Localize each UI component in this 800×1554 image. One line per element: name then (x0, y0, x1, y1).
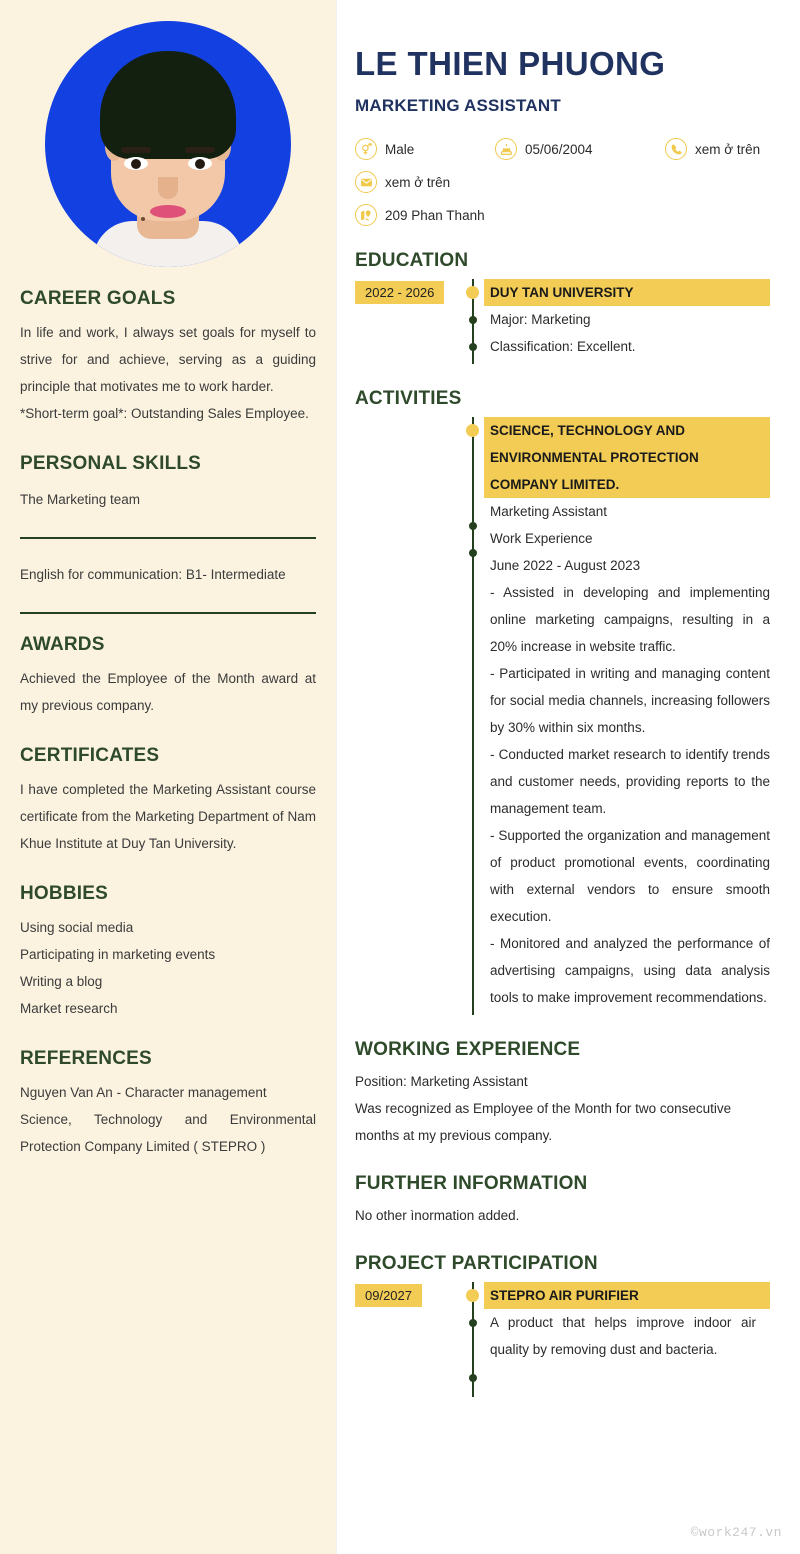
skills-divider-2 (20, 612, 316, 614)
hobbies-heading: HOBBIES (20, 883, 108, 904)
education-date-col (355, 279, 462, 364)
activities-company: SCIENCE, TECHNOLOGY AND ENVIRONMENTAL PROTECTION COMPANY LIMITED. (484, 417, 770, 498)
birthday-icon (495, 138, 517, 160)
awards-paragraph: Achieved the Employee of the Month award at my previous company. (20, 671, 316, 713)
project-timeline-rail (462, 1282, 484, 1397)
section-awards (20, 634, 316, 719)
further-information-heading: FURTHER INFORMATION (355, 1173, 588, 1194)
contact-birthday (495, 138, 665, 160)
further-information-note: No other ìnormation added. (355, 1208, 520, 1223)
activities-date-col (355, 417, 462, 1015)
activities-bullet: - Supported the organization and management of product promotional events, coordinating with external vendors to ensure smooth execution. (490, 828, 770, 924)
education-date-badge: 2022 - 2026 (355, 281, 444, 304)
section-activities (355, 388, 770, 1015)
education-school: DUY TAN UNIVERSITY (484, 279, 770, 306)
education-heading: EDUCATION (355, 250, 469, 271)
reference-person: Nguyen Van An - Character management (20, 1085, 267, 1100)
project-description: A product that helps improve indoor air quality by removing dust and bacteria. (490, 1315, 756, 1357)
section-references (20, 1048, 316, 1160)
activities-line: June 2022 - August 2023 (490, 558, 641, 573)
education-line: Classification: Excellent. (490, 339, 636, 354)
portrait-mole (141, 217, 145, 221)
job-title: MARKETING ASSISTANT (355, 96, 561, 115)
project-date-badge: 09/2027 (355, 1284, 422, 1307)
references-heading: REFERENCES (20, 1048, 152, 1069)
contact-row (355, 138, 770, 160)
portrait-nose (158, 177, 178, 199)
activities-entry (355, 417, 770, 1015)
contact-gender-value: Male (385, 141, 415, 157)
hobby-item: Writing a blog (20, 974, 103, 989)
section-certificates (20, 745, 316, 857)
hobby-item: Using social media (20, 920, 134, 935)
career-goals-short-term: *Short-term goal*: Outstanding Sales Employee. (20, 406, 309, 421)
activities-timeline-rail (462, 417, 484, 1015)
timeline-dot (469, 1319, 477, 1327)
project-name: STEPRO AIR PURIFIER (484, 1282, 770, 1309)
contact-row (355, 204, 770, 226)
phone-icon (665, 138, 687, 160)
personal-skills-heading: PERSONAL SKILLS (20, 453, 202, 474)
activities-line: Work Experience (490, 531, 593, 546)
certificates-paragraph: I have completed the Marketing Assistant course certificate from the Marketing Department of Nam Khue Institute at Duy Tan University. (20, 782, 316, 851)
portrait-eye-right (188, 157, 212, 170)
section-education (355, 250, 770, 364)
timeline-dot (469, 522, 477, 530)
section-career-goals (20, 288, 316, 427)
working-experience-heading: WORKING EXPERIENCE (355, 1039, 581, 1060)
certificates-heading: CERTIFICATES (20, 745, 160, 766)
hobby-item: Market research (20, 1001, 118, 1016)
reference-company: Science, Technology and Environmental Protection Company Limited ( STEPRO ) (20, 1112, 316, 1154)
education-line: Major: Marketing (490, 312, 591, 327)
section-hobbies (20, 883, 316, 1022)
activities-heading: ACTIVITIES (355, 388, 462, 409)
working-experience-position: Position: Marketing Assistant (355, 1074, 528, 1089)
portrait-eye-left (124, 157, 148, 170)
activities-bullet: - Monitored and analyzed the performance of advertising campaigns, using data analysis tools to make improvement recommendations. (490, 936, 770, 1005)
education-timeline-rail (462, 279, 484, 364)
education-entry (355, 279, 770, 364)
address-icon (355, 204, 377, 226)
project-entry (355, 1282, 770, 1397)
portrait-brow-right (185, 147, 215, 153)
portrait-brow-left (121, 147, 151, 153)
timeline-dot-primary (466, 424, 479, 437)
activities-body (484, 417, 770, 1015)
page-title: LE THIEN PHUONG (355, 45, 666, 82)
career-goals-paragraph: In life and work, I always set goals for myself to strive for and achieve, serving as a guiding principle that motivates me to work harder. (20, 325, 316, 394)
portrait-hair (100, 51, 236, 159)
working-experience-note: Was recognized as Employee of the Month for two consecutive months at my previous company. (355, 1101, 732, 1143)
personal-skill-item: The Marketing team (20, 492, 141, 507)
contact-phone-value: xem ở trên (695, 141, 761, 157)
education-body (484, 279, 770, 364)
contact-email[interactable] (355, 171, 450, 193)
section-working-experience (355, 1039, 770, 1149)
timeline-dot (469, 316, 477, 324)
sidebar (0, 0, 337, 1554)
activities-bullet: - Participated in writing and managing content for social media channels, increasing followers by 30% within six months. (490, 666, 770, 735)
hobby-item: Participating in marketing events (20, 947, 216, 962)
activities-bullet: - Assisted in developing and implementing online marketing campaigns, resulting in a 20% increase in website traffic. (490, 585, 770, 654)
contact-gender (355, 138, 495, 160)
email-icon (355, 171, 377, 193)
gender-icon (355, 138, 377, 160)
career-goals-heading: CAREER GOALS (20, 288, 176, 309)
personal-skill-item: English for communication: B1- Intermediate (20, 567, 286, 582)
skills-divider-1 (20, 537, 316, 539)
timeline-dot (469, 343, 477, 351)
contact-address-value: 209 Phan Thanh (385, 207, 485, 223)
activities-bullet: - Conducted market research to identify trends and customer needs, providing reports to the management team. (490, 747, 770, 816)
timeline-dot (469, 1374, 477, 1382)
section-further-information (355, 1173, 770, 1229)
contact-info (355, 138, 770, 226)
contact-birthday-value: 05/06/2004 (525, 141, 593, 157)
project-body (484, 1282, 770, 1397)
watermark: ©work247.vn (690, 1525, 782, 1540)
portrait-mouth (150, 205, 186, 218)
section-personal-skills (20, 453, 316, 614)
awards-heading: AWARDS (20, 634, 105, 655)
contact-phone[interactable] (665, 138, 760, 160)
project-heading: PROJECT PARTICIPATION (355, 1253, 598, 1274)
contact-email-value: xem ở trên (385, 174, 451, 190)
timeline-dot-primary (466, 1289, 479, 1302)
activities-line: Marketing Assistant (490, 504, 608, 519)
contact-row (355, 171, 770, 193)
avatar (45, 21, 291, 267)
main-content (337, 0, 800, 1554)
avatar-container (20, 0, 316, 288)
contact-address (355, 204, 485, 226)
section-project-participation (355, 1253, 770, 1397)
project-date-col (355, 1282, 462, 1397)
timeline-dot-primary (466, 286, 479, 299)
timeline-dot (469, 549, 477, 557)
